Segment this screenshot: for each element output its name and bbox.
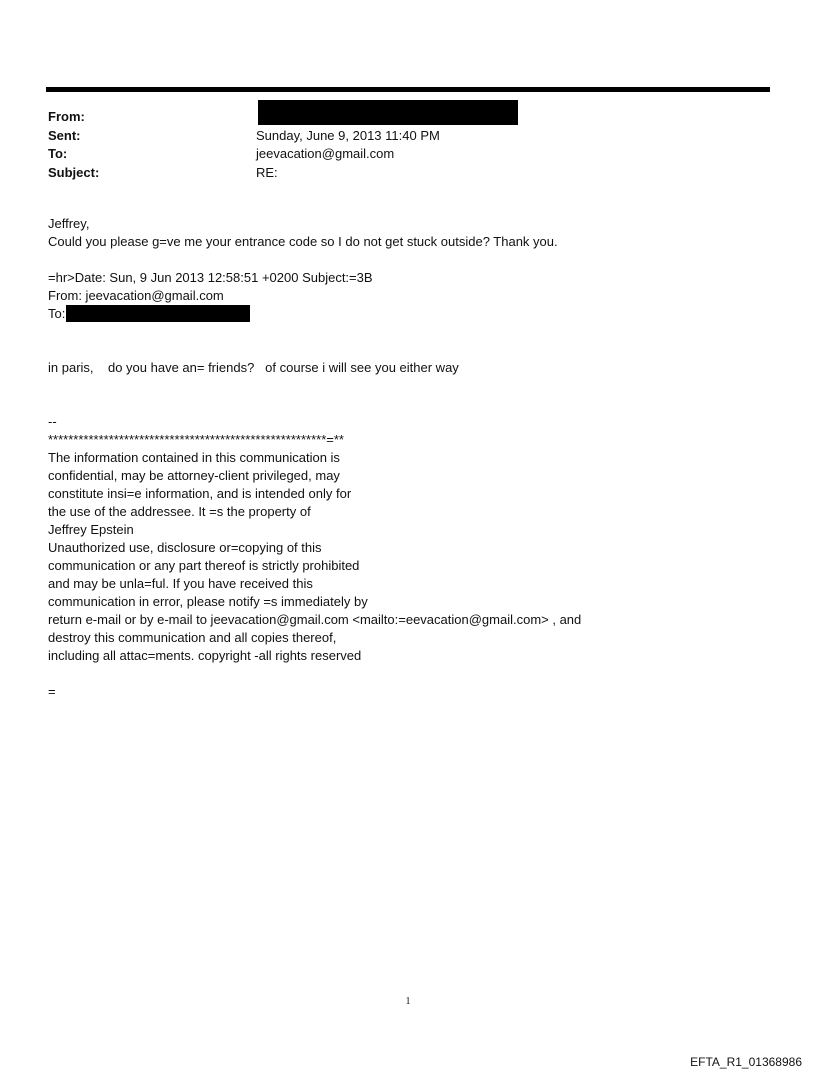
quoted-from-line: From: jeevacation@gmail.com <box>48 288 224 303</box>
signature-stars: *******************************************************=** <box>48 432 344 447</box>
message-body <box>48 215 558 251</box>
to-redaction <box>66 305 250 322</box>
trailing-equals: = <box>48 684 56 699</box>
disclaimer-line: Unauthorized use, disclosure or=copying of this <box>48 540 322 555</box>
subject-label: Subject: <box>48 164 100 180</box>
message-text: Could you please g=ve me your entrance code so I do not get stuck outside? Thank you. <box>48 234 558 249</box>
header-rule <box>46 87 770 92</box>
disclaimer-line: destroy this communication and all copies thereof, <box>48 630 337 645</box>
disclaimer-line: including all attac=ments. copyright -all rights reserved <box>48 648 362 663</box>
signature-dashes: -- <box>48 414 57 429</box>
quoted-body <box>48 359 459 377</box>
signature-block <box>48 413 581 665</box>
subject-value: RE: <box>256 164 278 180</box>
disclaimer-line: confidential, may be attorney-client privileged, may <box>48 468 340 483</box>
from-redaction <box>258 100 518 125</box>
quoted-to-line <box>48 305 373 323</box>
to-value: jeevacation@gmail.com <box>256 146 395 161</box>
disclaimer-line: return e-mail or by e-mail to jeevacation@gmail.com <mailto:=eevacation@gmail.com> , and <box>48 612 582 627</box>
disclaimer-line: communication in error, please notify =s immediately by <box>48 594 368 609</box>
quoted-header <box>48 269 373 323</box>
disclaimer-line: and may be unla=ful. If you have received this <box>48 576 313 591</box>
disclaimer-line: constitute insi=e information, and is intended only for <box>48 486 352 501</box>
sent-value: Sunday, June 9, 2013 11:40 PM <box>256 127 440 143</box>
quoted-body-text: in paris, do you have an= friends? of course i will see you either way <box>48 360 459 375</box>
quoted-to-label: To: <box>48 306 66 321</box>
sent-label: Sent: <box>48 127 81 143</box>
quoted-date-line: =hr>Date: Sun, 9 Jun 2013 12:58:51 +0200 Subject:=3B <box>48 270 373 285</box>
page-number: 1 <box>405 996 411 1007</box>
disclaimer-line: Jeffrey Epstein <box>48 522 134 537</box>
trailing-mark <box>48 683 56 701</box>
from-label: From: <box>48 109 85 124</box>
disclaimer-line: The information contained in this communication is <box>48 450 340 465</box>
to-label: To: <box>48 146 68 161</box>
document-id: EFTA_R1_01368986 <box>690 1055 802 1069</box>
disclaimer-line: communication or any part thereof is strictly prohibited <box>48 558 360 573</box>
greeting: Jeffrey, <box>48 216 90 231</box>
disclaimer <box>48 449 581 665</box>
disclaimer-line: the use of the addressee. It =s the property of <box>48 504 311 519</box>
